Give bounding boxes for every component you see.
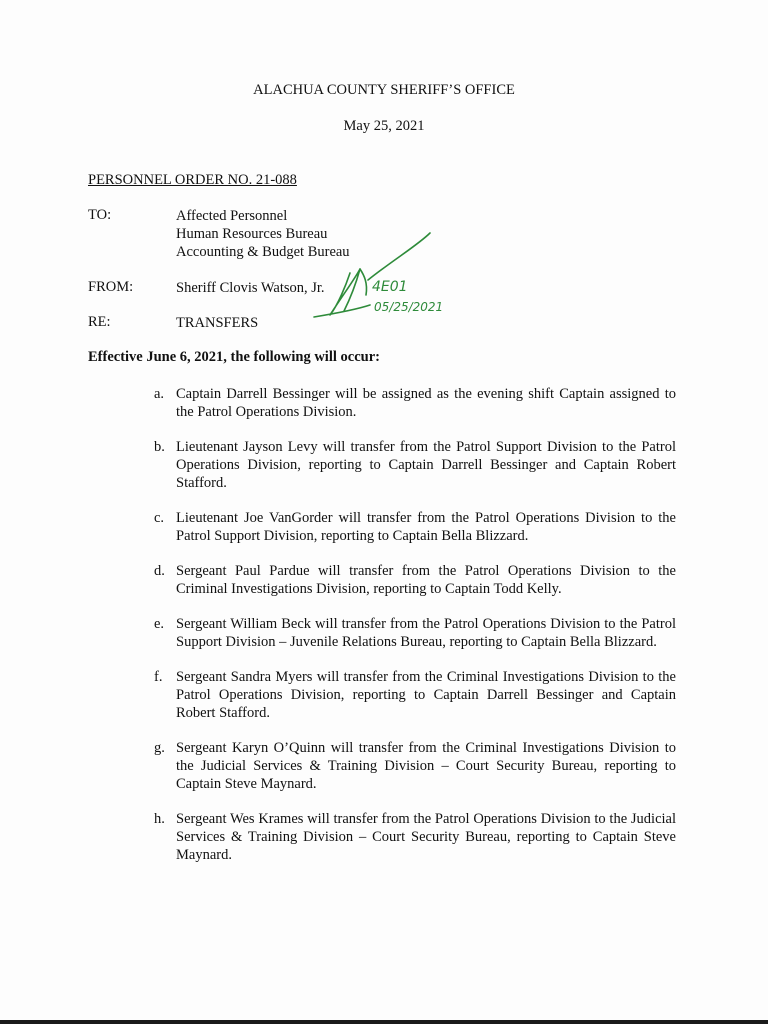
- to-label: TO:: [88, 207, 112, 223]
- list-item: [150, 739, 676, 793]
- handwritten-signature: [308, 225, 458, 325]
- list-item: [150, 562, 676, 598]
- to-line: Human Resources Bureau: [176, 226, 328, 242]
- to-line: Accounting & Budget Bureau: [176, 244, 350, 260]
- list-item: [150, 509, 676, 545]
- item-text: Sergeant Karyn O’Quinn will transfer from the Criminal Investigations Division to the Judicial Services & Training Division – Court Security Bureau, reporting to Captain Steve Maynard.: [176, 740, 676, 792]
- to-line: Affected Personnel: [176, 208, 288, 224]
- item-text: Sergeant Paul Pardue will transfer from the Patrol Operations Division to the Criminal Investigations Division, reporting to Captain Todd Kelly.: [176, 563, 676, 597]
- order-number: PERSONNEL ORDER NO. 21-088: [88, 172, 297, 188]
- transfer-list: [150, 385, 676, 881]
- re-label: RE:: [88, 314, 111, 330]
- item-marker: a.: [154, 386, 165, 402]
- effective-statement: Effective June 6, 2021, the following will occur:: [88, 349, 380, 365]
- list-item: [150, 615, 676, 651]
- from-label: FROM:: [88, 279, 134, 295]
- list-item: [150, 810, 676, 864]
- item-marker: b.: [154, 439, 165, 455]
- re-value: TRANSFERS: [176, 315, 259, 331]
- signature-date: 05/25/2021: [374, 300, 444, 314]
- organization-title: ALACHUA COUNTY SHERIFF’S OFFICE: [253, 82, 515, 98]
- list-item: [150, 668, 676, 722]
- item-text: Lieutenant Jayson Levy will transfer from the Patrol Support Division to the Patrol Operations Division, reporting to Captain Darrell Bessinger and Captain Robert Stafford.: [176, 439, 676, 491]
- from-value: Sheriff Clovis Watson, Jr.: [176, 280, 325, 296]
- item-text: Sergeant Wes Krames will transfer from the Patrol Operations Division to the Judicial Services & Training Division – Court Security Bureau, reporting to Captain Steve Maynard.: [176, 811, 676, 863]
- list-item: [150, 385, 676, 421]
- item-marker: g.: [154, 740, 165, 756]
- item-text: Lieutenant Joe VanGorder will transfer from the Patrol Operations Division to the Patrol Support Division, reporting to Captain Bella Blizzard.: [176, 510, 676, 544]
- signature-initials: 4E01: [372, 279, 408, 295]
- list-item: [150, 438, 676, 492]
- item-text: Sergeant Sandra Myers will transfer from the Criminal Investigations Division to the Patrol Operations Division, reporting to Captain Darrell Bessinger and Captain Robert Stafford.: [176, 669, 676, 721]
- item-text: Captain Darrell Bessinger will be assigned as the evening shift Captain assigned to the Patrol Operations Division.: [176, 386, 676, 420]
- item-text: Sergeant William Beck will transfer from the Patrol Operations Division to the Patrol Support Division – Juvenile Relations Bureau, reporting to Captain Bella Blizzard.: [176, 616, 676, 650]
- item-marker: d.: [154, 563, 165, 579]
- item-marker: f.: [154, 669, 163, 685]
- item-marker: c.: [154, 510, 165, 526]
- item-marker: e.: [154, 616, 165, 632]
- document-date: May 25, 2021: [343, 118, 425, 134]
- item-marker: h.: [154, 811, 165, 827]
- scan-edge: [0, 1020, 768, 1024]
